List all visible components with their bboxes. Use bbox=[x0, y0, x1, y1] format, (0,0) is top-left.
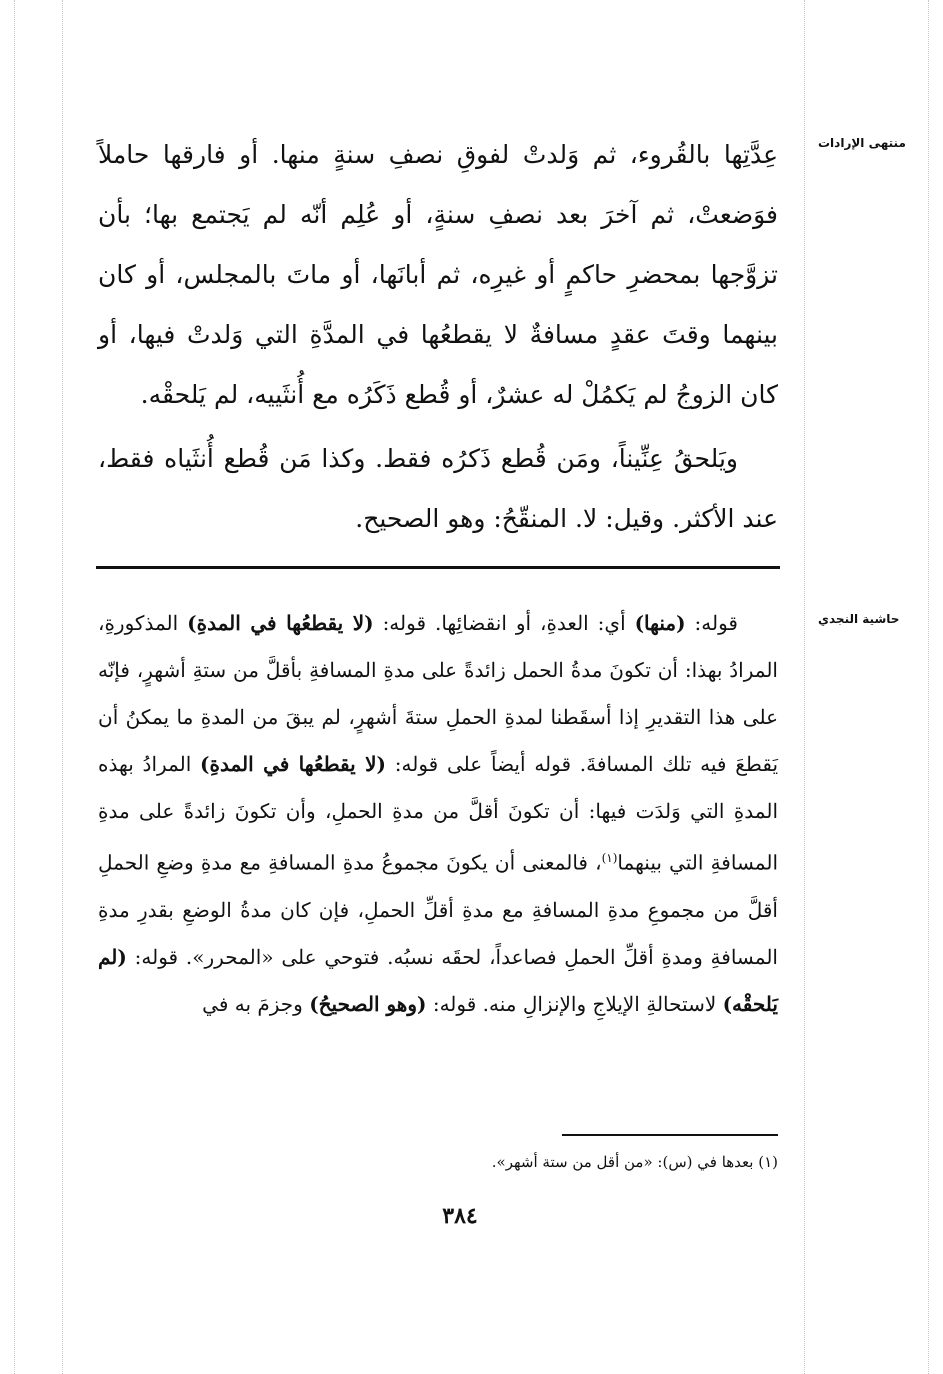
quoted-phrase: (لا يقطعُها في المدةِ) bbox=[200, 752, 386, 776]
commentary-text bbox=[98, 600, 778, 1028]
commentary-label: حاشية النجدي bbox=[818, 612, 900, 626]
quoted-phrase: (وهو الصحيحُ) bbox=[309, 991, 427, 1016]
main-paragraph: عِدَّتِها بالقُروء، ثم وَلدتْ لفوقِ نصفِ سنةٍ منها. أو فارقها حاملاً فوَضعتْ، ثم آخرَ بعد نصفِ سنةٍ، أو عُلِم أنّه لم يَجتمع بها؛ بأن تزوَّجها بمحضرِ حاكمٍ أو غيرِه، ثم أبانَها، أو ماتَ بالمجلس، أو كان بينهما وقتَ عقدٍ مسافةٌ لا يقطعُها في المدَّةِ التي وَلدتْ فيها، أو كان الزوجُ لم يَكمُلْ له عشرٌ، أو قُطع ذَكَرُه مع أُنثَييه، لم يَلحقْه. bbox=[98, 140, 778, 409]
margin-guide-line bbox=[928, 0, 929, 1374]
page-number: ٣٨٤ bbox=[442, 1203, 478, 1229]
main-text bbox=[98, 125, 778, 549]
margin-guide-line bbox=[14, 0, 15, 1374]
commentary-text-run: أي: العدةِ، أو انقضائِها. قوله: bbox=[373, 611, 635, 635]
footnote-divider bbox=[562, 1134, 778, 1136]
margin-guide-line bbox=[804, 0, 805, 1374]
margin-guide-line bbox=[62, 0, 63, 1374]
commentary-text-run: المذكورةِ، المرادُ بهذا: أن تكونَ مدةُ الحمل زائدةً على مدةِ المسافةِ بأقلَّ من ستةِ أشهرٍ، فإنّه على هذا التقديرِ إذا أسقَطنا لمدةِ الحملِ ستةَ أشهرٍ، لم يبقَ من المدةِ ما يمكنُ أن يَقطعَ فيه تلك المسافةَ. قوله أيضاً على قوله: bbox=[98, 611, 779, 776]
section-divider bbox=[96, 566, 780, 569]
commentary-text-run: ، فالمعنى أن يكونَ مجموعُ مدةِ المسافةِ مع مدةِ وضعِ الحملِ أقلَّ من مجموعِ مدةِ المسافةِ مع مدةِ أقلِّ الحملِ، فإن كان مدةُ الوضعِ بقدرِ مدةِ المسافةِ ومدةِ أقلِّ الحملِ فصاعداً، لحقَه نسبُه. فتوحي على «المحرر». قوله: bbox=[98, 850, 778, 969]
quoted-phrase: (منها) bbox=[634, 611, 686, 635]
quoted-phrase: (لم يَلحقْه) bbox=[98, 944, 778, 1016]
footnote: (١) بعدها في (س): «من أقل من ستة أشهر». bbox=[491, 1153, 778, 1171]
commentary-text-run: المرادُ بهذه المدةِ التي وَلدَت فيها: أن تكونَ أقلَّ من مدةِ الحملِ، وأن تكونَ زائدةً على مدةِ المسافةِ التي بينهما bbox=[98, 752, 779, 875]
commentary-text-run: قوله: bbox=[685, 611, 738, 635]
main-paragraph: ويَلحقُ عِنِّيناً، ومَن قُطع ذَكرُه فقط. وكذا مَن قُطع أُنثَياه فقط، عند الأكثر. وقيل: لا. المنقّحُ: وهو الصحيح. bbox=[98, 444, 778, 533]
main-text-label: منتهى الإرادات bbox=[818, 136, 906, 150]
quoted-phrase: (لا يقطعُها في المدةِ) bbox=[187, 611, 374, 635]
commentary-paragraph bbox=[98, 600, 778, 1028]
commentary-text-run: لاستحالةِ الإيلاجِ والإنزالِ منه. قوله: bbox=[426, 991, 723, 1016]
commentary-text-run: وجزمَ به في bbox=[202, 991, 310, 1016]
footnote-reference: (١) bbox=[601, 851, 618, 865]
